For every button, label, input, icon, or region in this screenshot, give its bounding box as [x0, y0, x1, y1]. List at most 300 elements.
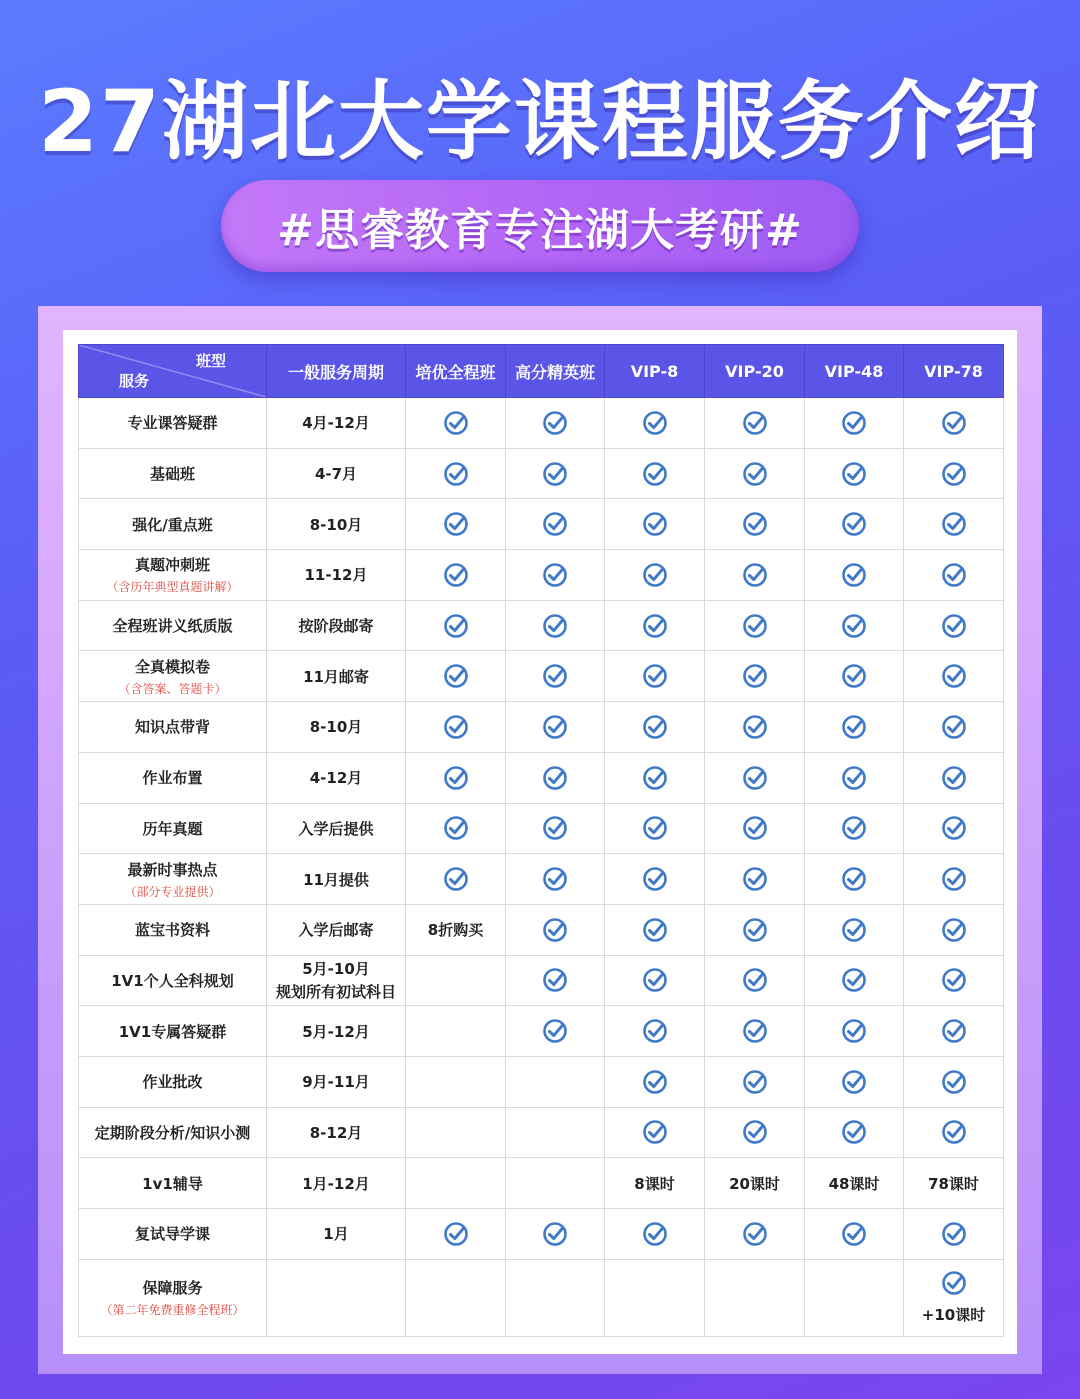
plan-cell	[805, 752, 904, 803]
check-icon	[941, 1221, 967, 1247]
plan-cell	[406, 1259, 506, 1336]
check-icon	[941, 1018, 967, 1044]
plan-cell	[605, 600, 705, 651]
period-text: 8-10月	[309, 515, 363, 534]
plan-cell	[406, 1107, 506, 1158]
plan-cell	[904, 752, 1004, 803]
check-icon	[941, 461, 967, 487]
check-icon	[443, 815, 469, 841]
plan-cell	[406, 803, 506, 854]
plan-cell	[805, 550, 904, 601]
period-cell	[267, 854, 406, 905]
plan-cell	[605, 702, 705, 753]
plan-cell	[406, 752, 506, 803]
check-icon	[841, 1069, 867, 1095]
service-name: 作业布置	[142, 769, 203, 788]
service-table	[78, 344, 1004, 1337]
period-text: 11月提供	[303, 870, 369, 889]
check-icon	[542, 765, 568, 791]
plan-cell	[605, 752, 705, 803]
plan-cell	[406, 651, 506, 702]
check-icon	[742, 461, 768, 487]
service-cell	[79, 1158, 267, 1209]
check-icon	[742, 1119, 768, 1145]
service-cell	[79, 904, 267, 955]
check-icon	[941, 1069, 967, 1095]
check-icon	[443, 1221, 469, 1247]
check-icon	[642, 1018, 668, 1044]
check-icon	[542, 815, 568, 841]
check-icon	[443, 765, 469, 791]
check-icon	[443, 410, 469, 436]
service-cell	[79, 1259, 267, 1336]
plan-cell	[805, 1056, 904, 1107]
period-text: 4-12月	[309, 769, 363, 788]
table-row	[79, 854, 1004, 905]
service-cell	[79, 398, 267, 449]
period-text: 入学后提供	[298, 819, 374, 838]
period-cell	[267, 1209, 406, 1260]
cell-text: 48课时	[828, 1174, 880, 1193]
subtitle-text: #思睿教育专注湖大考研#	[277, 205, 803, 256]
period-cell	[267, 752, 406, 803]
plan-cell	[805, 499, 904, 550]
check-icon	[941, 410, 967, 436]
plan-cell	[506, 803, 605, 854]
check-icon	[542, 967, 568, 993]
check-icon	[542, 714, 568, 740]
plan-cell	[904, 904, 1004, 955]
table-row	[79, 702, 1004, 753]
service-cell	[79, 499, 267, 550]
plan-cell	[705, 550, 805, 601]
table-row	[79, 752, 1004, 803]
plan-cell	[605, 1259, 705, 1336]
plan-cell	[904, 499, 1004, 550]
period-text: 5月-12月	[302, 1022, 370, 1041]
service-name: 定期阶段分析/知识小测	[94, 1123, 251, 1142]
check-icon	[742, 1069, 768, 1095]
plan-cell	[904, 702, 1004, 753]
service-cell	[79, 1006, 267, 1057]
check-icon	[642, 410, 668, 436]
header-vip-20: VIP-20	[705, 345, 805, 398]
plan-cell	[406, 1056, 506, 1107]
check-icon	[642, 663, 668, 689]
table-row	[79, 1107, 1004, 1158]
plan-cell	[805, 702, 904, 753]
check-icon	[841, 765, 867, 791]
check-icon	[542, 511, 568, 537]
period-text: 按阶段邮寄	[298, 617, 374, 636]
plan-cell	[506, 651, 605, 702]
service-cell	[79, 854, 267, 905]
table-row	[79, 448, 1004, 499]
period-detail: 规划所有初试科目	[275, 983, 396, 1002]
check-icon	[841, 410, 867, 436]
plan-cell	[805, 955, 904, 1006]
service-name: 作业批改	[142, 1073, 203, 1092]
period-text: 1月	[323, 1225, 349, 1244]
check-icon	[941, 917, 967, 943]
period-cell	[267, 651, 406, 702]
check-icon	[841, 562, 867, 588]
plan-cell	[805, 398, 904, 449]
check-icon	[941, 1270, 967, 1296]
check-icon	[642, 967, 668, 993]
service-cell	[79, 1056, 267, 1107]
table-row	[79, 1158, 1004, 1209]
plan-cell	[605, 398, 705, 449]
plan-cell	[705, 499, 805, 550]
plan-cell	[904, 1259, 1004, 1336]
period-text: 11-12月	[304, 566, 368, 585]
check-icon	[841, 663, 867, 689]
period-text: 8-10月	[309, 718, 363, 737]
plan-cell	[805, 803, 904, 854]
period-cell	[267, 803, 406, 854]
plan-cell	[605, 803, 705, 854]
check-icon	[742, 613, 768, 639]
plan-cell	[605, 651, 705, 702]
plan-cell	[705, 1209, 805, 1260]
check-icon	[742, 765, 768, 791]
check-icon	[941, 714, 967, 740]
service-cell	[79, 1209, 267, 1260]
check-icon	[941, 815, 967, 841]
table-row	[79, 651, 1004, 702]
plan-cell	[805, 1006, 904, 1057]
service-cell	[79, 448, 267, 499]
period-text: 1月-12月	[302, 1174, 370, 1193]
table-row	[79, 1259, 1004, 1336]
service-note: （第二年免费重修全程班）	[100, 1303, 245, 1318]
plan-cell	[406, 600, 506, 651]
check-icon	[742, 917, 768, 943]
period-text: 9月-11月	[302, 1073, 370, 1092]
check-icon	[841, 815, 867, 841]
plan-cell	[805, 651, 904, 702]
plan-cell	[904, 651, 1004, 702]
table-row	[79, 1209, 1004, 1260]
period-text: 8-12月	[309, 1123, 363, 1142]
plan-cell	[904, 1006, 1004, 1057]
check-icon	[941, 663, 967, 689]
table-row	[79, 955, 1004, 1006]
plan-cell	[506, 854, 605, 905]
plan-cell	[805, 1259, 904, 1336]
check-icon	[941, 1119, 967, 1145]
plan-cell	[705, 803, 805, 854]
service-cell	[79, 600, 267, 651]
plan-cell	[805, 1107, 904, 1158]
check-icon	[742, 714, 768, 740]
plan-cell	[705, 398, 805, 449]
plan-cell	[506, 499, 605, 550]
check-icon	[642, 1221, 668, 1247]
check-icon	[742, 410, 768, 436]
table-row	[79, 803, 1004, 854]
plan-cell	[805, 448, 904, 499]
service-cell	[79, 752, 267, 803]
check-icon	[443, 866, 469, 892]
plan-cell	[506, 1056, 605, 1107]
service-name: 真题冲刺班	[134, 556, 210, 575]
plan-cell	[506, 1107, 605, 1158]
plan-cell	[605, 1158, 705, 1209]
plan-cell	[506, 398, 605, 449]
plan-cell	[506, 1158, 605, 1209]
check-icon	[841, 917, 867, 943]
service-name: 强化/重点班	[132, 515, 213, 534]
table-row	[79, 1006, 1004, 1057]
period-cell	[267, 955, 406, 1006]
extra-hours: +10课时	[921, 1306, 986, 1325]
check-icon	[542, 1018, 568, 1044]
table-row	[79, 600, 1004, 651]
cell-text: 8折购买	[427, 921, 484, 940]
service-name: 全真模拟卷	[134, 657, 210, 676]
plan-cell	[605, 1006, 705, 1057]
plan-cell	[406, 1006, 506, 1057]
period-cell	[267, 398, 406, 449]
check-icon	[841, 1221, 867, 1247]
check-icon	[841, 613, 867, 639]
period-cell	[267, 1107, 406, 1158]
period-cell	[267, 1056, 406, 1107]
service-cell	[79, 651, 267, 702]
service-name: 历年真题	[142, 819, 203, 838]
check-icon	[941, 765, 967, 791]
service-cell	[79, 702, 267, 753]
check-icon	[542, 613, 568, 639]
service-note: （含历年典型真题讲解）	[106, 580, 239, 595]
plan-cell	[506, 1006, 605, 1057]
plan-cell	[705, 955, 805, 1006]
check-icon	[642, 461, 668, 487]
subtitle-pill	[221, 180, 859, 272]
check-icon	[742, 562, 768, 588]
plan-cell	[605, 499, 705, 550]
plan-cell	[904, 1056, 1004, 1107]
check-icon	[542, 562, 568, 588]
check-icon	[841, 461, 867, 487]
check-icon	[642, 815, 668, 841]
plan-cell	[506, 702, 605, 753]
plan-cell	[705, 1107, 805, 1158]
check-icon	[542, 410, 568, 436]
service-cell	[79, 955, 267, 1006]
service-name: 基础班	[149, 465, 195, 484]
plan-cell	[904, 550, 1004, 601]
check-icon	[542, 663, 568, 689]
plan-cell	[506, 1209, 605, 1260]
table-row	[79, 398, 1004, 449]
period-cell	[267, 448, 406, 499]
service-name: 保障服务	[142, 1279, 203, 1298]
check-icon	[841, 1119, 867, 1145]
service-note: （含答案、答题卡）	[118, 681, 227, 696]
check-icon	[742, 663, 768, 689]
plan-cell	[605, 1056, 705, 1107]
service-name: 全程班讲义纸质版	[112, 617, 233, 636]
period-cell	[267, 499, 406, 550]
header-vip-8: VIP-8	[605, 345, 705, 398]
page-title: 27湖北大学课程服务介绍	[38, 72, 1042, 172]
plan-cell	[705, 1056, 805, 1107]
check-icon	[941, 562, 967, 588]
check-icon	[642, 765, 668, 791]
service-note: （部分专业提供）	[124, 884, 221, 899]
plan-cell	[605, 550, 705, 601]
check-icon	[642, 613, 668, 639]
check-icon	[443, 511, 469, 537]
diagonal-divider	[79, 345, 266, 397]
check-icon	[443, 663, 469, 689]
period-text: 5月-10月	[302, 960, 370, 979]
service-name: 1v1辅导	[142, 1174, 203, 1193]
check-icon	[841, 714, 867, 740]
corner-label-class: 班型	[195, 352, 226, 370]
header-vip-48: VIP-48	[805, 345, 904, 398]
plan-cell	[605, 955, 705, 1006]
plan-cell	[605, 854, 705, 905]
period-text: 4-7月	[314, 465, 358, 484]
check-icon	[642, 1069, 668, 1095]
plan-cell	[904, 1158, 1004, 1209]
plan-cell	[705, 854, 805, 905]
plan-cell	[406, 904, 506, 955]
plan-cell	[705, 448, 805, 499]
service-name: 1V1个人全科规划	[111, 971, 234, 990]
check-icon	[941, 866, 967, 892]
service-cell	[79, 1107, 267, 1158]
service-name: 蓝宝书资料	[134, 921, 210, 940]
corner-label-service: 服务	[119, 372, 150, 390]
check-icon	[443, 613, 469, 639]
check-icon	[841, 967, 867, 993]
plan-cell	[705, 702, 805, 753]
check-icon	[841, 1018, 867, 1044]
check-icon	[443, 562, 469, 588]
table-header-row	[79, 345, 1004, 398]
plan-cell	[605, 1209, 705, 1260]
plan-cell	[805, 854, 904, 905]
cell-text: 8课时	[634, 1174, 675, 1193]
plan-cell	[904, 398, 1004, 449]
check-icon	[542, 461, 568, 487]
plan-cell	[904, 600, 1004, 651]
check-icon	[742, 511, 768, 537]
service-name: 最新时事热点	[127, 860, 218, 879]
header-gaofen: 高分精英班	[506, 345, 605, 398]
period-cell	[267, 904, 406, 955]
check-icon	[443, 714, 469, 740]
plan-cell	[805, 1158, 904, 1209]
check-icon	[642, 1119, 668, 1145]
table-row	[79, 1056, 1004, 1107]
plan-cell	[506, 1259, 605, 1336]
service-cell	[79, 550, 267, 601]
check-icon	[642, 917, 668, 943]
period-cell	[267, 1158, 406, 1209]
plan-cell	[605, 904, 705, 955]
plan-cell	[605, 448, 705, 499]
corner-header-cell	[79, 345, 267, 398]
plan-cell	[506, 955, 605, 1006]
header-vip-78: VIP-78	[904, 345, 1004, 398]
header-period: 一般服务周期	[267, 345, 406, 398]
header-peiyou: 培优全程班	[406, 345, 506, 398]
service-name: 知识点带背	[134, 718, 210, 737]
service-name: 1V1专属答疑群	[118, 1022, 227, 1041]
period-text: 4月-12月	[302, 414, 370, 433]
check-icon	[642, 866, 668, 892]
check-icon	[941, 613, 967, 639]
period-cell	[267, 550, 406, 601]
plan-cell	[506, 448, 605, 499]
plan-cell	[705, 752, 805, 803]
service-name: 专业课答疑群	[127, 414, 218, 433]
plan-cell	[506, 752, 605, 803]
plan-cell	[406, 955, 506, 1006]
plan-cell	[904, 955, 1004, 1006]
check-icon	[941, 511, 967, 537]
check-icon	[742, 967, 768, 993]
plan-cell	[506, 904, 605, 955]
service-name: 复试导学课	[134, 1225, 210, 1244]
check-icon	[841, 511, 867, 537]
table-row	[79, 550, 1004, 601]
plan-cell	[506, 600, 605, 651]
service-cell	[79, 803, 267, 854]
check-icon	[642, 562, 668, 588]
plan-cell	[904, 1209, 1004, 1260]
plan-cell	[506, 550, 605, 601]
check-icon	[941, 967, 967, 993]
check-icon	[742, 866, 768, 892]
plan-cell	[406, 448, 506, 499]
plan-cell	[805, 904, 904, 955]
plan-cell	[605, 1107, 705, 1158]
check-icon	[742, 1221, 768, 1247]
period-cell	[267, 1006, 406, 1057]
period-text: 入学后邮寄	[298, 921, 374, 940]
plan-cell	[705, 1259, 805, 1336]
check-icon	[742, 815, 768, 841]
period-text: 11月邮寄	[303, 667, 369, 686]
plan-cell	[705, 600, 805, 651]
period-cell	[267, 600, 406, 651]
plan-cell	[805, 1209, 904, 1260]
plan-cell	[406, 398, 506, 449]
plan-cell	[406, 854, 506, 905]
check-icon	[841, 866, 867, 892]
check-icon	[742, 1018, 768, 1044]
plan-cell	[705, 1006, 805, 1057]
period-cell	[267, 1259, 406, 1336]
check-icon	[443, 461, 469, 487]
plan-cell	[904, 854, 1004, 905]
plan-cell	[406, 1158, 506, 1209]
check-icon	[642, 714, 668, 740]
plan-cell	[705, 904, 805, 955]
plan-cell	[904, 803, 1004, 854]
table-row	[79, 499, 1004, 550]
check-icon	[642, 511, 668, 537]
plan-cell	[406, 499, 506, 550]
check-icon	[542, 917, 568, 943]
